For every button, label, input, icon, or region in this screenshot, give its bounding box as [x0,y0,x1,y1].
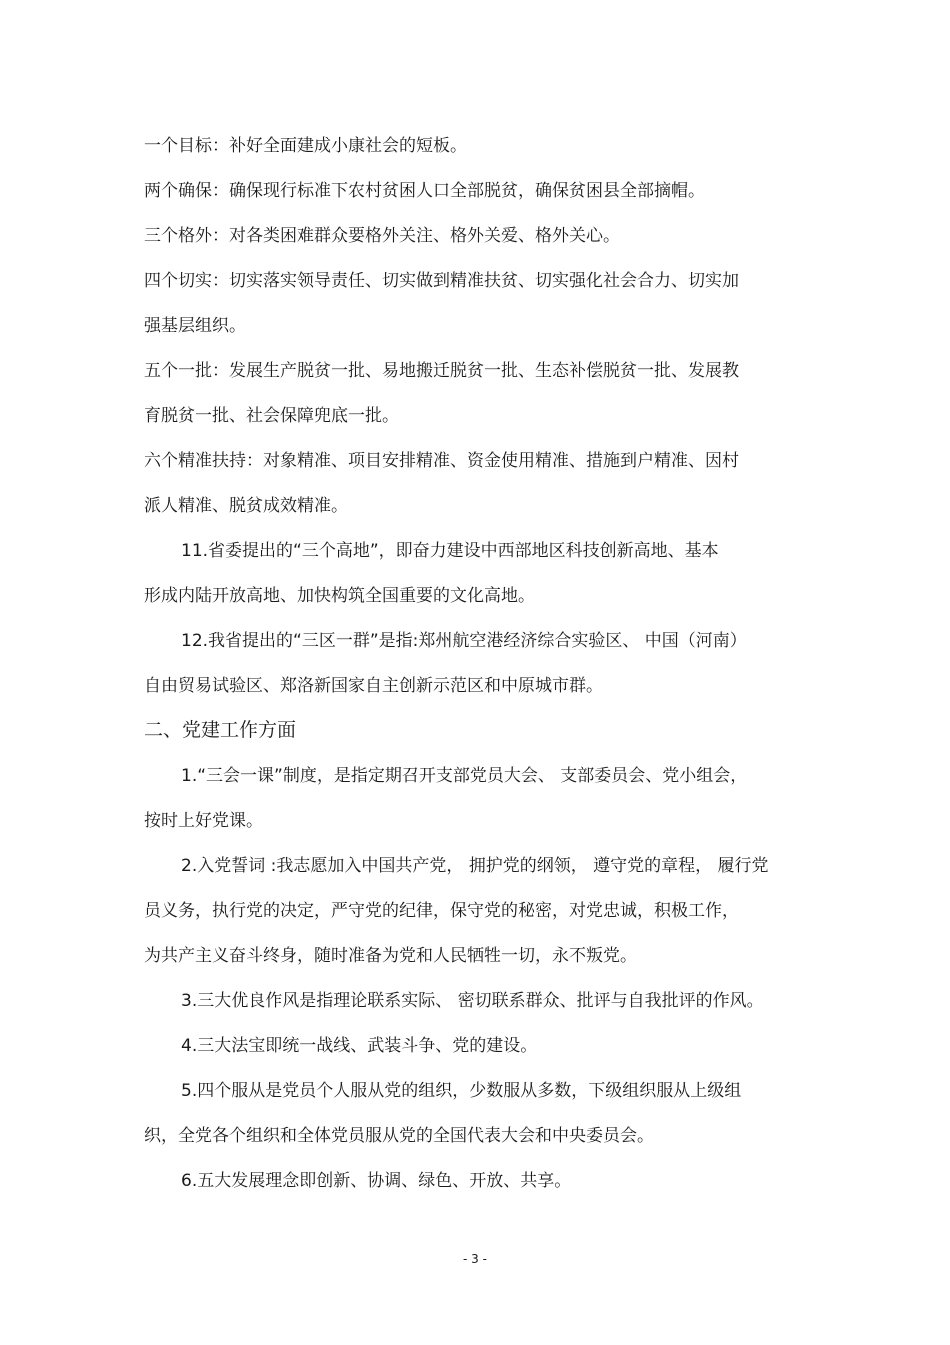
text-line: 4.三大法宝即统一战线、武装斗争、党的建设。 [181,1036,538,1056]
text-line: 四个切实：切实落实领导责任、切实做到精准扶贫、切实强化社会合力、切实加 [144,271,739,291]
text-line: 1.“三会一课”制度，是指定期召开支部党员大会、 支部委员会、党小组会， [181,766,748,786]
text-line: 11.省委提出的“三个高地”，即奋力建设中西部地区科技创新高地、基本 [181,541,719,561]
text-line: 5.四个服从是党员个人服从党的组织，少数服从多数，下级组织服从上级组 [181,1081,742,1101]
text-line: 自由贸易试验区、郑洛新国家自主创新示范区和中原城市群。 [144,676,603,696]
section-heading: 二、党建工作方面 [144,719,297,741]
text-line: 3.三大优良作风是指理论联系实际、 密切联系群众、批评与自我批评的作风。 [181,991,764,1011]
text-line: 为共产主义奋斗终身，随时准备为党和人民牺牲一切，永不叛党。 [144,946,637,966]
text-line: 6.五大发展理念即创新、协调、绿色、开放、共享。 [181,1171,572,1191]
text-line: 两个确保：确保现行标准下农村贫困人口全部脱贫，确保贫困县全部摘帽。 [144,181,705,201]
text-line: 按时上好党课。 [144,811,263,831]
text-line: 一个目标：补好全面建成小康社会的短板。 [144,136,467,156]
text-line: 育脱贫一批、社会保障兜底一批。 [144,406,399,426]
text-line: 派人精准、脱贫成效精准。 [144,496,348,516]
text-line: 六个精准扶持：对象精准、项目安排精准、资金使用精准、措施到户精准、因村 [144,451,739,471]
page-number: - 3 - [463,1252,487,1266]
text-line: 形成内陆开放高地、加快构筑全国重要的文化高地。 [144,586,535,606]
text-line: 员义务，执行党的决定，严守党的纪律，保守党的秘密，对党忠诚，积极工作， [144,901,739,921]
text-line: 强基层组织。 [144,316,246,336]
text-line: 三个格外：对各类困难群众要格外关注、格外关爱、格外关心。 [144,226,620,246]
text-line: 12.我省提出的“三区一群”是指:郑州航空港经济综合实验区、 中国（河南） [181,631,747,651]
text-line: 五个一批：发展生产脱贫一批、易地搬迁脱贫一批、生态补偿脱贫一批、发展教 [144,361,739,381]
text-line: 2.入党誓词 :我志愿加入中国共产党， 拥护党的纲领， 遵守党的章程， 履行党 [181,856,769,876]
text-line: 织，全党各个组织和全体党员服从党的全国代表大会和中央委员会。 [144,1126,654,1146]
